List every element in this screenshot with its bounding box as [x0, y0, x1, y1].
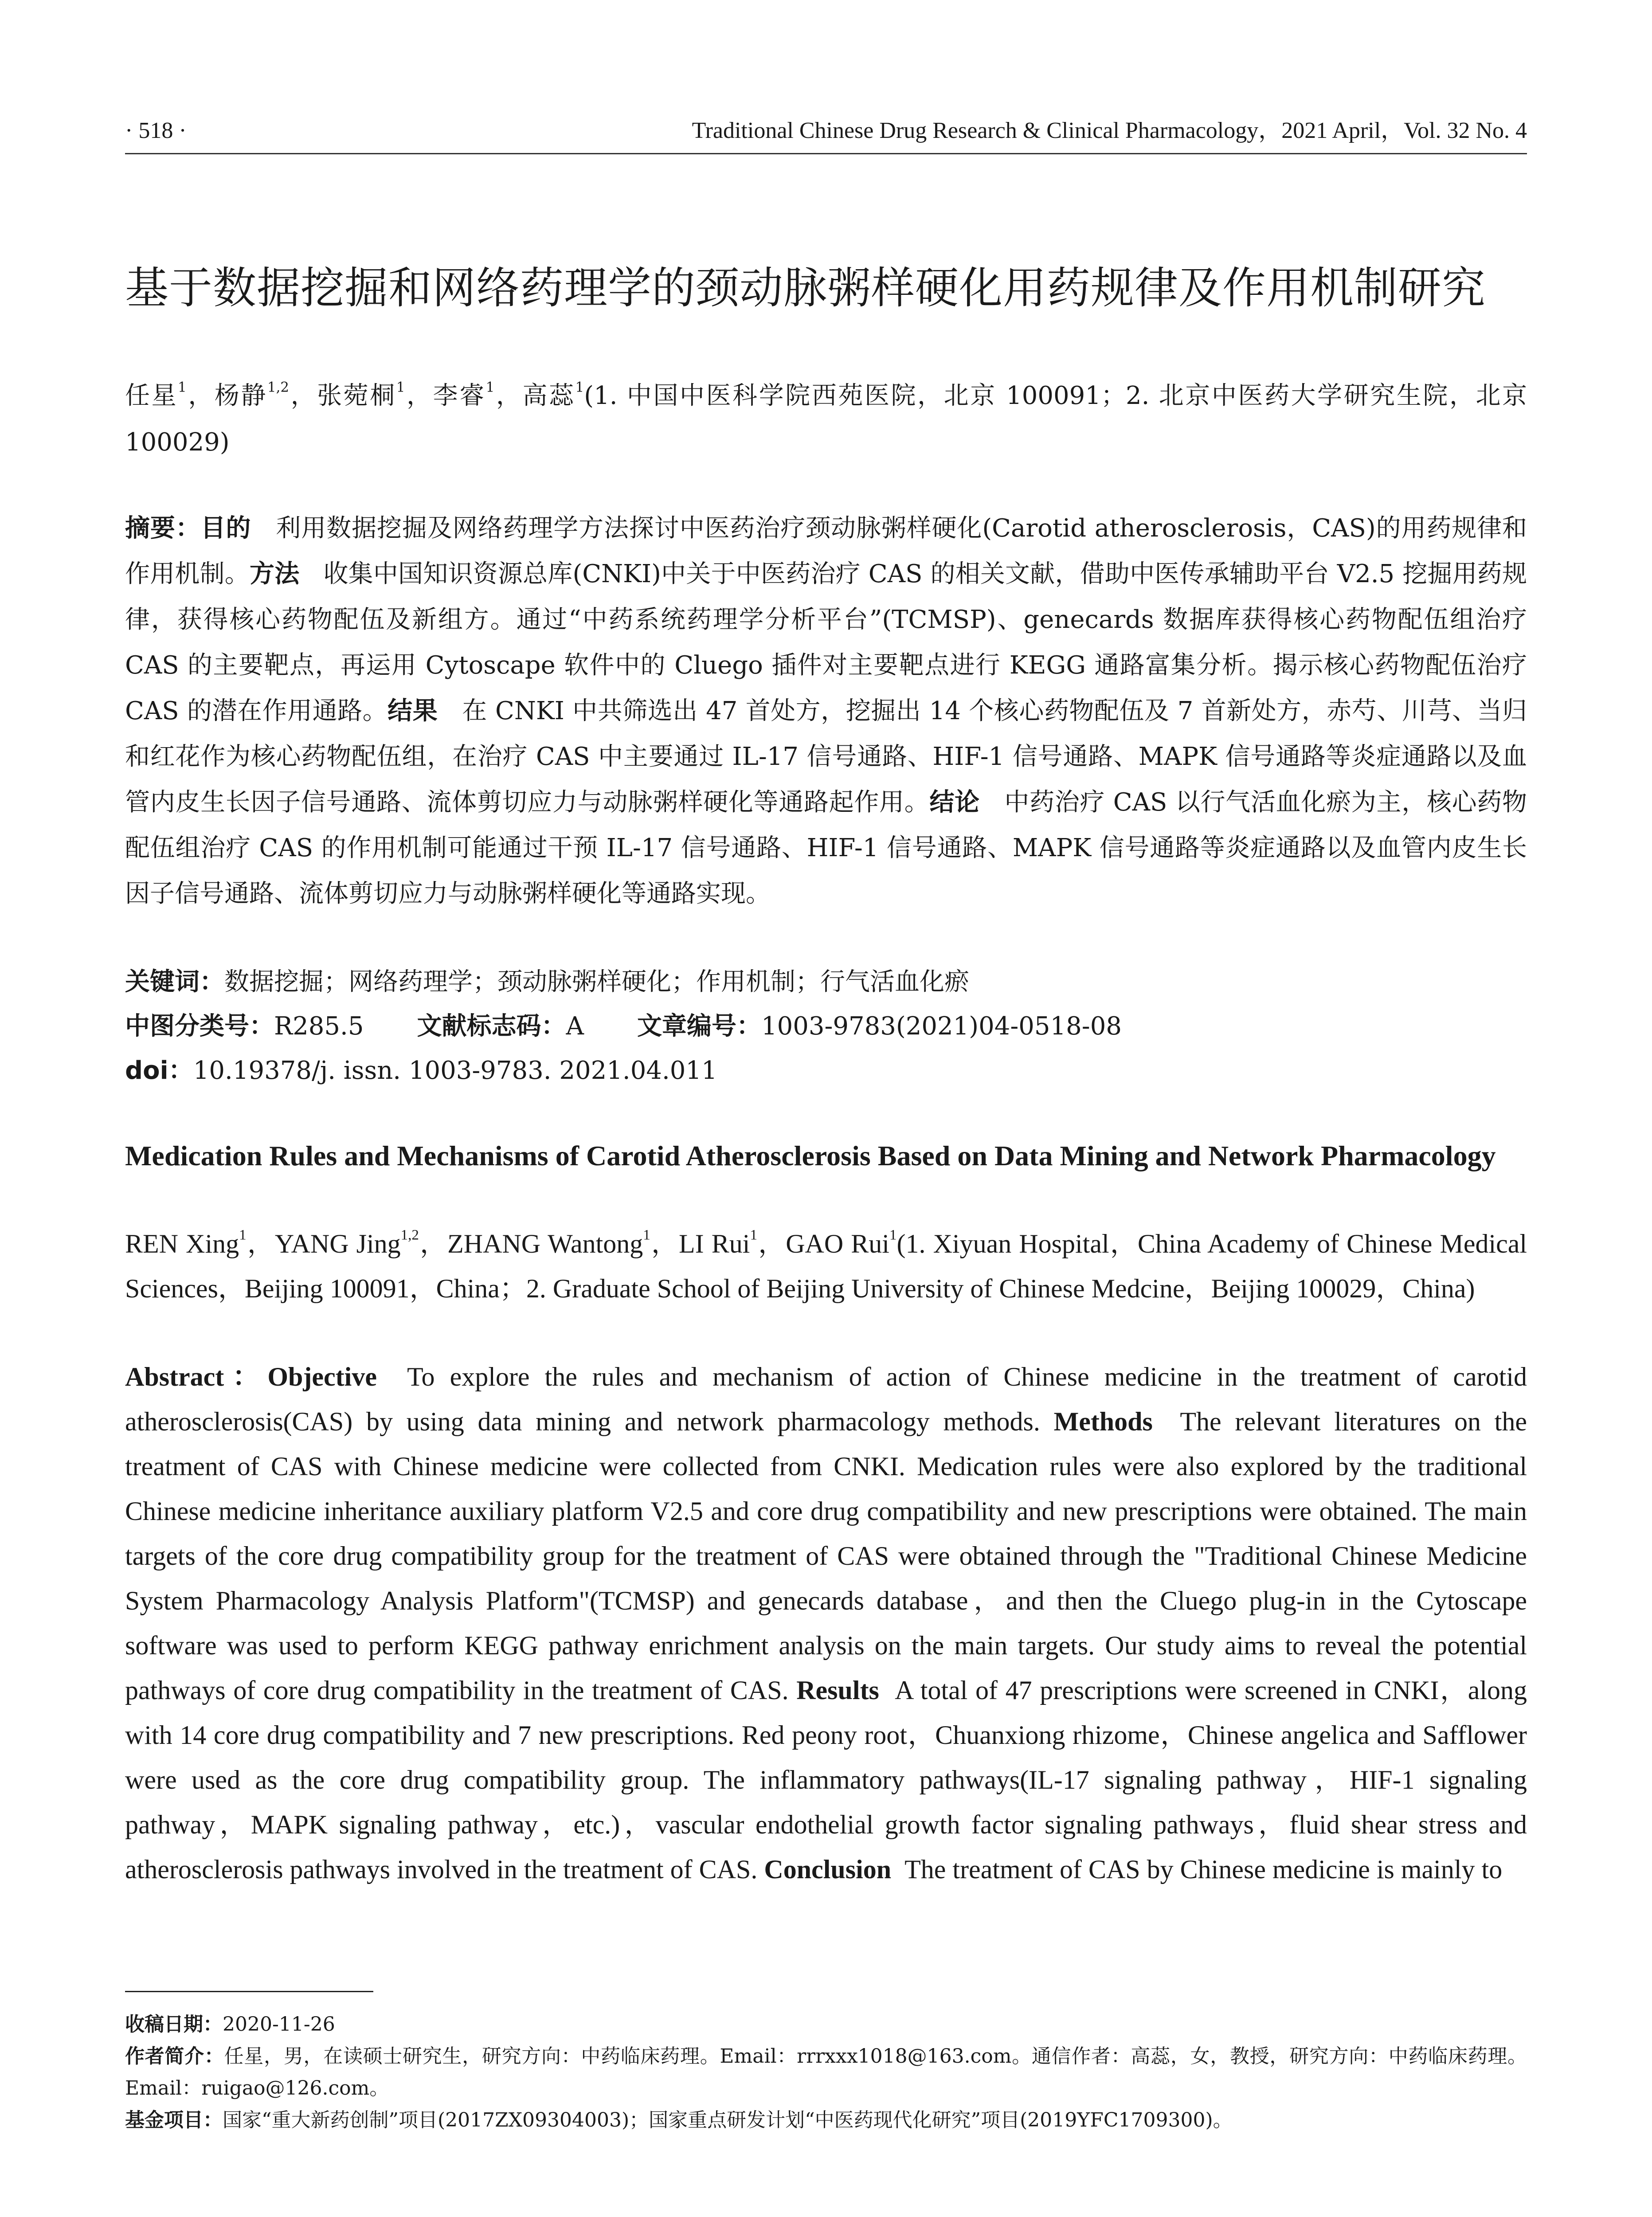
conclusion-text: The treatment of CAS by Chinese medicine is mainly to — [904, 1855, 1503, 1884]
author-name: 李睿 — [433, 381, 486, 410]
objective-text: To explore the rules and mechanism of action of Chinese medicine in the treatment of carotid atherosclerosis(CAS) by using data mining and network pharmacology methods. — [125, 1362, 1527, 1436]
clc-label: 中图分类号： — [125, 1012, 274, 1041]
author-name: LI Rui — [679, 1229, 750, 1258]
chinese-author-block: 任星$^1$，杨静$^{1,2}$，张菀桐$^1$，李睿$^1$，高蕊$^1$(1. 中国中医科学院西苑医院，北京 100091；2. 北京中医药大学研究生院，北京 100029) — [125, 379, 1527, 457]
conclusion-text: 中药治疗 CAS 以行气活血化瘀为主，核心药物配伍组治疗 CAS 的作用机制可能通过干预 IL-17 信号通路、HIF-1 信号通路、MAPK 信号通路等炎症通路以及血管内皮生长因子信号通路、流体剪切应力与动脉粥样硬化等通路实现。 — [125, 788, 1527, 908]
author-affiliation-mark: 1 — [239, 1227, 247, 1243]
keywords-label: 关键词： — [125, 967, 224, 996]
objective-label: Objective — [267, 1362, 377, 1391]
header-divider — [125, 153, 1527, 154]
doi-value: 10.19378/j. issn. 1003-9783. 2021.04.011 — [193, 1056, 717, 1085]
objective-label: 目的 — [200, 514, 251, 543]
author-affiliation-mark: 1 — [643, 1227, 650, 1243]
english-author-block: REN Xing$^1$，YANG Jing$^{1,2}$，ZHANG Wantong$^1$，LI Rui$^1$，GAO Rui$^1$(1. Xiyuan Hospital，China Academy of Chinese Medical Sciences，Beijing 100091，China；2. Graduate School of Beijing University of Chinese Medcine，Beijing 100029，China) — [125, 1227, 1527, 1303]
received-date-note — [125, 2009, 1527, 2041]
english-affiliations: (1. Xiyuan Hospital，China Academy of Chinese Medical Sciences，Beijing 100091，China；2. Graduate School of Beijing University of Chinese Medcine，Beijing 100029，China) — [125, 1229, 1527, 1303]
methods-text: The relevant literatures on the treatment of CAS with Chinese medicine were collected from CNKI. Medication rules were also explored by the traditional Chinese medicine inheritance auxiliary platform V2.5 and core drug compatibility and new prescriptions were obtained. The main targets of the core drug compatibility group for the treatment of CAS were obtained through the "Traditional Chinese Medicine System Pharmacology Analysis Platform"(TCMSP) and genecards database，and then the Cluego plug-in in the Cytoscape software was used to perform KEGG pathway enrichment analysis on the main targets. Our study aims to reveal the potential pathways of core drug compatibility in the treatment of CAS. — [125, 1407, 1527, 1705]
chinese-affiliations: (1. 中国中医科学院西苑医院，北京 100091；2. 北京中医药大学研究生院，北京 100029) — [125, 381, 1527, 457]
author-affiliation-mark: 1 — [178, 379, 187, 396]
conclusion-label: Conclusion — [764, 1855, 892, 1884]
author-affiliation-mark: 1 — [889, 1227, 897, 1243]
methods-label: Methods — [1053, 1407, 1153, 1436]
conclusion-label: 结论 — [929, 788, 980, 817]
keywords-text: 数据挖掘；网络药理学；颈动脉粥样硬化；作用机制；行气活血化瘀 — [224, 967, 969, 996]
author-bio-note — [125, 2041, 1527, 2104]
funding-label: 基金项目： — [125, 2109, 223, 2131]
english-title: Medication Rules and Mechanisms of Carotid Atherosclerosis Based on Data Mining and Network Pharmacology — [125, 1140, 1496, 1171]
author-name: 张菀桐 — [317, 381, 396, 410]
author-affiliation-mark: 1 — [396, 379, 405, 396]
results-text: 在 CNKI 中共筛选出 47 首处方，挖掘出 14 个核心药物配伍及 7 首新处方，赤芍、川芎、当归和红花作为核心药物配伍组，在治疗 CAS 中主要通过 IL-17 信号通路、HIF-1 信号通路、MAPK 信号通路等炎症通路以及血管内皮生长因子信号通路、流体剪切应力与动脉粥样硬化等通路起作用。 — [125, 697, 1527, 817]
results-text: A total of 47 prescriptions were screened in CNKI，along with 14 core drug compatibility and 7 new prescriptions. Red peony root，Chuanxiong rhizome，Chinese angelica and Safflower were used as the core drug compatibility group. The inflammatory pathways(IL-17 signaling pathway，HIF-1 signaling pathway，MAPK signaling pathway，etc.)，vascular endothelial growth factor signaling pathways，fluid shear stress and atherosclerosis pathways involved in the treatment of CAS. — [125, 1676, 1527, 1884]
doi-label: doi： — [125, 1056, 193, 1085]
chinese-abstract — [125, 505, 1527, 917]
methods-label: 方法 — [250, 560, 300, 588]
author-affiliation-mark: 1 — [485, 379, 495, 396]
author-bio-text: 任星，男，在读硕士研究生，研究方向：中药临床药理。Email：rrrxxx1018@163.com。通信作者：高蕊，女，教授，研究方向：中药临床药理。Email：ruigao@126.com。 — [125, 2045, 1527, 2099]
doc-code-label: 文献标志码： — [417, 1012, 566, 1041]
received-label: 收稿日期： — [125, 2013, 223, 2036]
author-bio-label: 作者简介： — [125, 2045, 224, 2068]
page-number: · 518 · — [125, 118, 187, 143]
doc-code-value: A — [566, 1012, 584, 1041]
author-affiliation-mark: 1,2 — [400, 1227, 419, 1243]
author-name: REN Xing — [125, 1229, 239, 1258]
funding-note — [125, 2104, 1527, 2136]
abstract-label: 摘要： — [125, 514, 201, 543]
author-name: ZHANG Wantong — [447, 1229, 643, 1258]
footnotes — [125, 2009, 1527, 2136]
english-abstract — [125, 1355, 1527, 1892]
funding-text: 国家“重大新药创制”项目(2017ZX09304003)；国家重点研发计划“中医药现代化研究”项目(2019YFC1709300)。 — [223, 2109, 1233, 2131]
classification-line — [125, 1004, 1527, 1049]
journal-citation: Traditional Chinese Drug Research & Clinical Pharmacology，2021 April，Vol. 32 No. 4 — [692, 118, 1527, 143]
chinese-title: 基于数据挖掘和网络药理学的颈动脉粥样硬化用药规律及作用机制研究 — [125, 263, 1486, 313]
results-label: Results — [796, 1676, 879, 1705]
clc-value: R285.5 — [274, 1012, 364, 1041]
author-affiliation-mark: 1 — [750, 1227, 757, 1243]
doi-line — [125, 1049, 1527, 1093]
author-name: 任星 — [125, 381, 178, 410]
article-number-value: 1003-9783(2021)04-0518-08 — [761, 1012, 1122, 1041]
received-date: 2020-11-26 — [223, 2013, 335, 2036]
footnote-divider — [125, 1991, 373, 1992]
methods-text: 收集中国知识资源总库(CNKI)中关于中医药治疗 CAS 的相关文献，借助中医传承辅助平台 V2.5 挖掘用药规律，获得核心药物配伍及新组方。通过“中药系统药理学分析平台”(TCMSP)、genecards 数据库获得核心药物配伍组治疗 CAS 的主要靶点，再运用 Cytoscape 软件中的 Cluego 插件对主要靶点进行 KEGG 通路富集分析。揭示核心药物配伍治疗 CAS 的潜在作用通路。 — [125, 560, 1527, 725]
keywords-line — [125, 960, 1527, 1004]
results-label: 结果 — [388, 697, 438, 725]
author-name: 高蕊 — [522, 381, 575, 410]
author-name: YANG Jing — [274, 1229, 401, 1258]
abstract-label: Abstract： — [125, 1362, 268, 1391]
running-header — [125, 113, 1527, 149]
objective-text: 利用数据挖掘及网络药理学方法探讨中医药治疗颈动脉粥样硬化(Carotid atherosclerosis，CAS)的用药规律和作用机制。 — [125, 514, 1527, 588]
author-name: 杨静 — [214, 381, 268, 410]
author-affiliation-mark: 1,2 — [267, 379, 290, 396]
author-name: GAO Rui — [786, 1229, 889, 1258]
article-page — [125, 0, 1527, 2217]
article-number-label: 文章编号： — [637, 1012, 761, 1041]
author-affiliation-mark: 1 — [575, 379, 584, 396]
